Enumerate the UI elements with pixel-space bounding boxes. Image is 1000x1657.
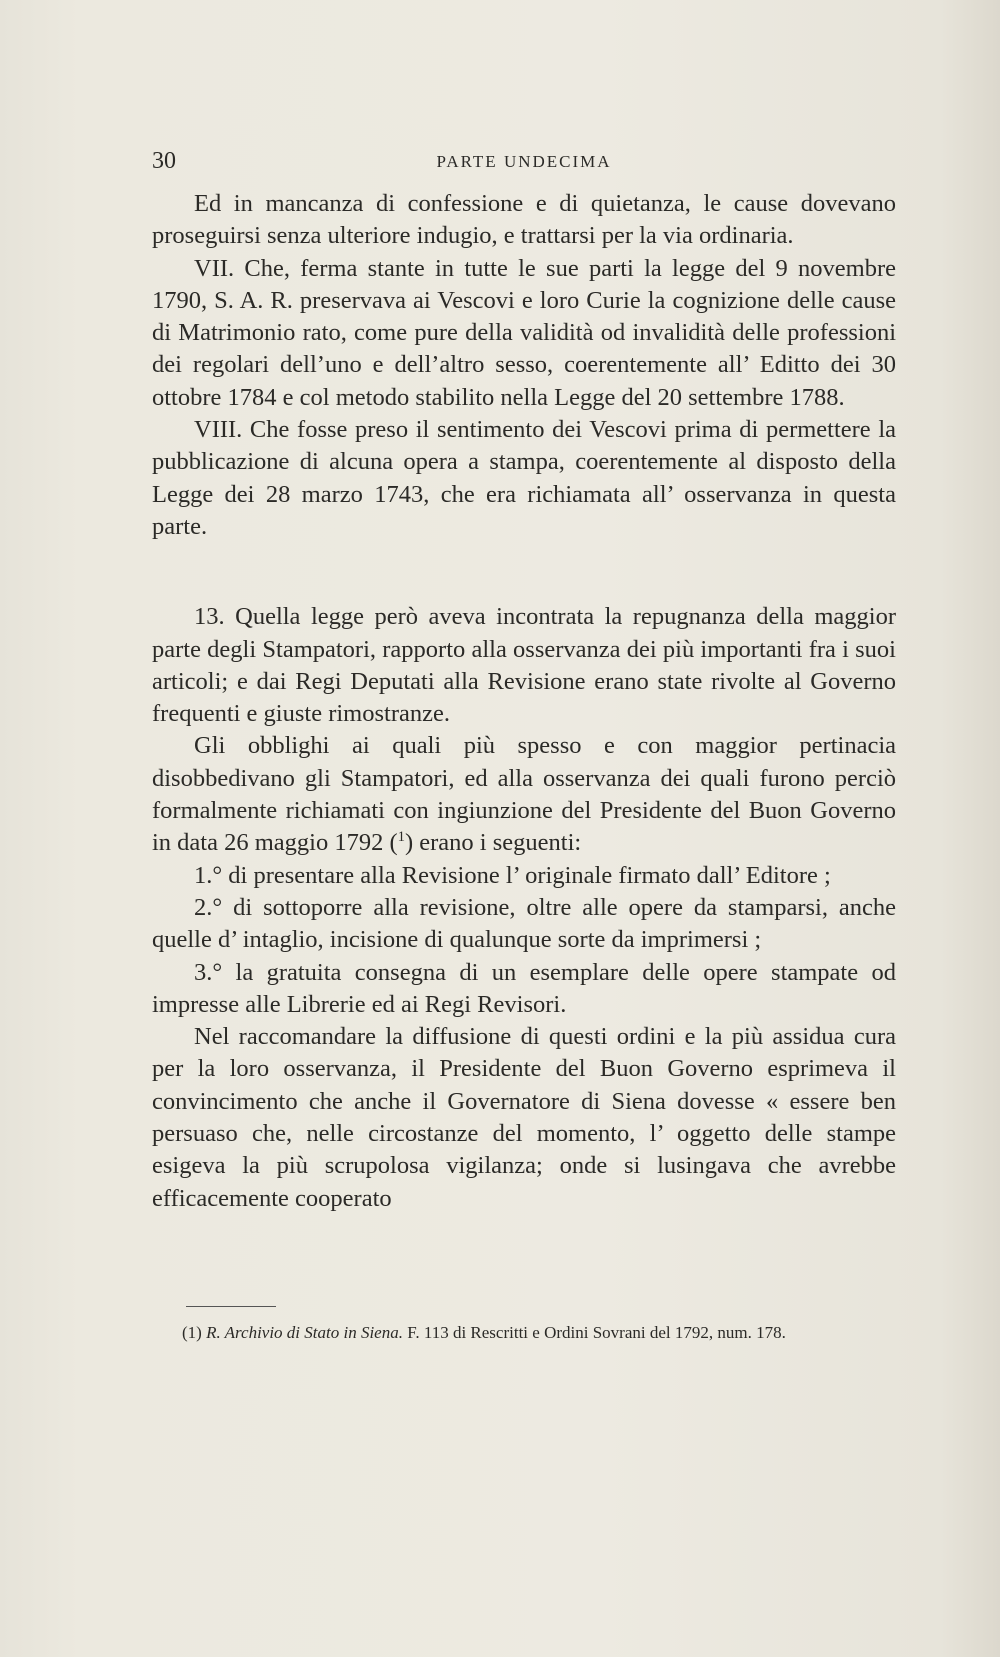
page-header [152, 148, 896, 178]
paragraph-continuation: Ed in mancanza di confessione e di quietanza, le cause dovevano proseguirsi senza ulteriore indugio, e trattarsi per la via ordinaria. [152, 190, 896, 250]
paragraph-section-13: 13. Quella legge però aveva incontrata la repugnanza della maggior parte degli Stampatori, rapporto alla osservanza dei più importanti fra i suoi articoli; e dai Regi Deputati alla Revisione erano state rivolte al Governo frequenti e giuste rimostranze. [152, 603, 896, 728]
running-head: PARTE UNDECIMA [436, 152, 612, 171]
footnote-marker: (1) [182, 1323, 202, 1342]
body-text [152, 188, 896, 1215]
footnote-divider [186, 1306, 276, 1307]
footnote-reference: 1 [397, 829, 405, 846]
paragraph-point-viii: VIII. Che fosse preso il sentimento dei Vescovi prima di permettere la pubblicazione di alcuna opera a stampa, coerentemente al disposto della Legge dei 28 marzo 1743, che era richiamata all’ osservanza in questa parte. [152, 416, 896, 540]
footnote-text: F. 113 di Rescritti e Ordini Sovrani del 1792, num. 178. [402, 1323, 786, 1342]
paragraph-recommendation: Nel raccomandare la diffusione di questi ordini e la più assidua cura per la loro osservanza, il Presidente del Buon Governo esprimeva il convincimento che anche il Governatore di Siena dovesse « essere ben persuaso che, nelle circostanze del momento, l’ oggetto delle stampe esigeva la più scrupolosa vigilanza; onde si lusingava che avrebbe efficacemente cooperato [152, 1023, 896, 1212]
list-item-3: 3.° la gratuita consegna di un esemplare delle opere stampate od impresse alle Librerie ed ai Regi Revisori. [152, 958, 896, 1018]
paragraph-obligations-text-a: Gli obblighi ai quali più spesso e con maggior pertinacia disobbedivano gli Stampatori, ed alla osservanza dei quali furono perciò formalmente richiamati con ingiunzione del Presidente del Buon Governo in data 26 maggio 1792 ( [152, 732, 896, 857]
paragraph-obligations [152, 730, 896, 859]
footnote [152, 1322, 896, 1344]
list-item-2: 2.° di sottoporre alla revisione, oltre alle opere da stamparsi, anche quelle d’ intaglio, incisione di qualunque sorte da imprimersi ; [152, 893, 896, 954]
list-item-1: 1.° di presentare alla Revisione l’ originale firmato dall’ Editore ; [194, 861, 831, 889]
paragraph-obligations-text-b: ) erano i seguenti: [404, 829, 582, 857]
footnote-source: R. Archivio di Stato in Siena. [206, 1323, 403, 1342]
paragraph-point-vii: VII. Che, ferma stante in tutte le sue parti la legge del 9 novembre 1790, S. A. R. preservava ai Vescovi e loro Curie la cognizione delle cause di Matrimonio rato, come pure della validità od invalidità delle professioni dei regolari dell’uno e dell’altro sesso, coerentemente all’ Editto dei 30 ottobre 1784 e col metodo stabilito nella Legge del 20 settembre 1788. [152, 254, 896, 411]
page-number: 30 [152, 148, 176, 174]
